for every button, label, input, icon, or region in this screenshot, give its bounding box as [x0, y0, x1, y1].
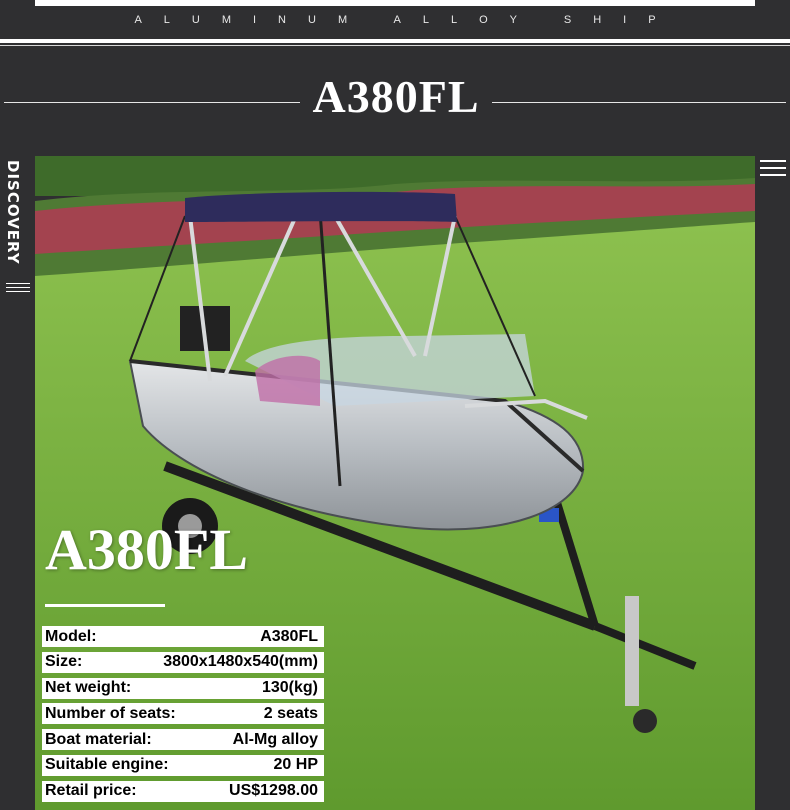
spec-label: Suitable engine: [45, 756, 169, 774]
spec-value: 3800x1480x540(mm) [163, 653, 318, 671]
tagline: ALUMINUM ALLOY SHIP [134, 14, 678, 26]
spec-value: US$1298.00 [229, 782, 318, 800]
spec-row-model [42, 626, 324, 647]
spec-row-size [42, 652, 324, 673]
side-label-text: DISCOVERY [4, 160, 22, 265]
spec-value: A380FL [260, 627, 318, 645]
spec-label: Model: [45, 627, 97, 645]
header-divider-thin [0, 45, 790, 46]
spec-value: 2 seats [263, 704, 318, 722]
side-lines-icon [6, 283, 30, 295]
spec-label: Number of seats: [45, 704, 176, 722]
header-divider [0, 39, 790, 43]
spec-label: Retail price: [45, 782, 137, 800]
model-title-underline [45, 604, 165, 607]
spec-label: Net weight: [45, 679, 132, 697]
spec-value: 130(kg) [261, 679, 318, 697]
side-label [4, 160, 32, 280]
spec-label: Boat material: [45, 730, 152, 748]
model-title: A380FL [45, 517, 248, 582]
title-rule-left [4, 102, 300, 103]
spec-table [42, 626, 324, 807]
top-white-strip [35, 0, 755, 6]
spec-row-seats [42, 703, 324, 724]
spec-row-price [42, 781, 324, 802]
boat-photo [35, 156, 755, 810]
spec-row-material [42, 729, 324, 750]
title-rule-right [492, 102, 786, 103]
spec-label: Size: [45, 653, 83, 671]
spec-row-engine [42, 755, 324, 776]
page-title: A380FL [312, 71, 480, 122]
spec-value: Al-Mg alloy [232, 730, 318, 748]
spec-row-net-weight [42, 678, 324, 699]
spec-value: 20 HP [273, 756, 318, 774]
menu-lines-icon[interactable] [760, 160, 786, 181]
